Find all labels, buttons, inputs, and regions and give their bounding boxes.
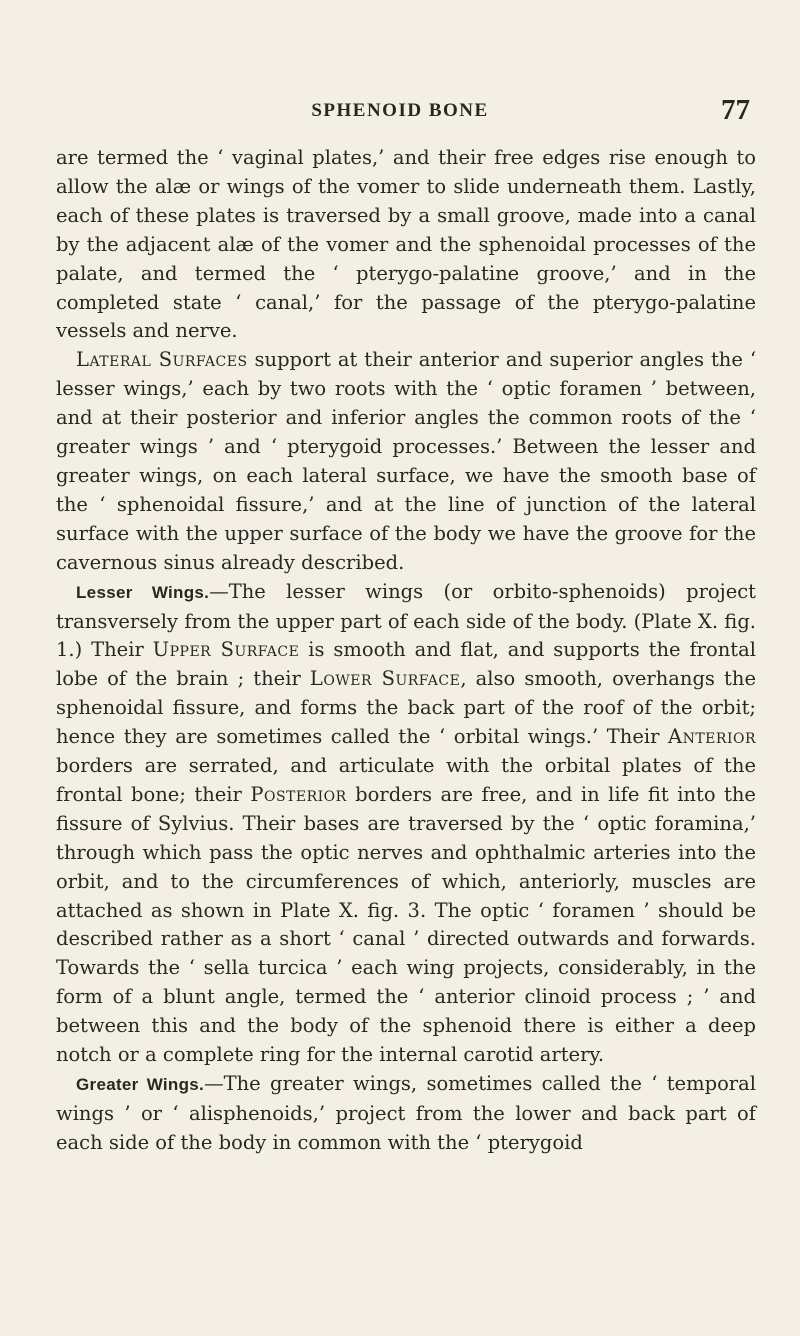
paragraph-vaginal-plates bbox=[56, 144, 756, 346]
small-caps-term: Anterior bbox=[668, 725, 756, 749]
page-number: 77 bbox=[721, 94, 750, 126]
small-caps-heading: Lateral Surfaces bbox=[76, 348, 248, 372]
paragraph-lateral-surfaces bbox=[56, 346, 756, 577]
running-title: SPHENOID BONE bbox=[311, 100, 489, 121]
small-caps-term: Upper Surface bbox=[152, 638, 300, 662]
paragraph-text: are termed the ‘ vaginal plates,’ and their free edges rise enough to allow the alæ or wings of the vomer to slide underneath them. Lastly, each of these plates is traversed by a small groove, made into a canal by the adjacent alæ of the vomer and the sphenoidal processes of the palate, and termed the ‘ pterygo-palatine groove,’ and in the completed state ‘ canal,’ for the passage of the pterygo-palatine vessels and nerve. bbox=[56, 146, 756, 343]
paragraph-text: support at their anterior and superior angles the ‘ lesser wings,’ each by two roots with the ‘ optic foramen ’ between, and at their posterior and inferior angles the common roots of the ‘ greater wings ’ and ‘ pterygoid processes.’ Between the lesser and greater wings, on each lateral surface, we have the smooth base of the ‘ sphenoidal fissure,’ and at the line of junction of the lateral surface with the upper surface of the body we have the groove for the cavernous sinus already described. bbox=[56, 348, 757, 574]
paragraph-lesser-wings bbox=[56, 578, 756, 1070]
section-heading-lesser-wings: Lesser Wings. bbox=[76, 582, 210, 602]
paragraph-text: borders are serrated, and articulate with the orbital plates of the frontal bone; their bbox=[56, 754, 756, 806]
section-heading-greater-wings: Greater Wings. bbox=[76, 1075, 205, 1094]
paragraph-text: is smooth and flat, and supports the frontal lobe of the brain ; their bbox=[56, 638, 756, 691]
small-caps-term: Posterior bbox=[250, 782, 347, 806]
paragraph-text: —The greater wings, sometimes called the ‘ temporal wings ’ or ‘ alisphenoids,’ project from the lower and back part of each side of the body in common with the ‘ pterygoid bbox=[56, 1072, 756, 1154]
small-caps-term: Lower Surface bbox=[309, 667, 461, 691]
paragraph-greater-wings bbox=[56, 1070, 756, 1158]
paragraph-text: , also smooth, overhangs the sphenoidal fissure, and forms the back part of the roof of the orbit; hence they are sometimes called the ‘ orbital wings.’ Their bbox=[56, 667, 756, 749]
paragraph-text: —The lesser wings (or orbito-sphenoids) project transversely from the upper part of each side of the body. (Plate X. fig. 1.) Their bbox=[56, 579, 756, 662]
running-head bbox=[0, 94, 800, 130]
body-text bbox=[56, 144, 756, 1158]
paragraph-text: borders are free, and in life fit into the fissure of Sylvius. Their bases are traversed by the ‘ optic foramina,’ through which pass the optic nerves and ophthalmic arteries into the orbit, and to the circumferences of which, anteriorly, muscles are attached as shown in Plate X. fig. 3. The optic ‘ foramen ’ should be described rather as a short ‘ canal ’ directed outwards and forwards. Towards the ‘ sella turcica ’ each wing projects, considerably, in the form of a blunt angle, termed the ‘ anterior clinoid process ; ’ and between this and the body of the sphenoid there is either a deep notch or a complete ring for the internal carotid artery. bbox=[56, 782, 756, 1067]
